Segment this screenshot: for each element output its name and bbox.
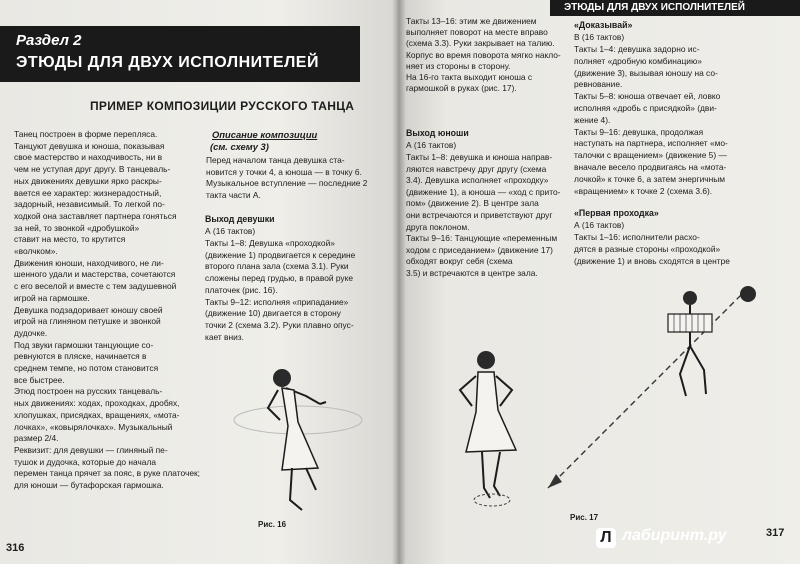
first-pass-bars: А (16 тактов) [574,220,625,230]
text-line: 3.4). Девушка исполняет «проходку» [406,175,549,186]
figure-16-caption: Рис. 16 [258,520,287,529]
text-line: талочки с вращением» (движение 5) — [574,150,727,161]
text-line: (движение 1), а юноша — «ход с прито- [406,186,561,197]
text-line: ных движениях: ходах, проходках, дробях, [14,398,180,409]
text-line: друга поклоном. [406,221,470,232]
text-line: наступать на партнера, исполняет «мо- [574,138,728,149]
text-line: Такты 5–8: юноша отвечает ей, ловко [574,91,721,102]
text-line: Такты 1–8: девушка и юноша направ- [406,152,553,162]
text-line: Такты 9–16: Танцующие «переменным [406,233,558,244]
text-line: (движение 1) и вновь сходятся в центре [574,255,730,266]
text-line: ных движениях девушки ярко раскры- [14,175,162,186]
text-line: Такты 1–16: исполнители расхо- [574,232,700,242]
figure-17-caption: Рис. 17 [570,513,599,522]
text-line: (движение 1) продвигается к середине [205,249,356,260]
dokazyvay-bars: В (16 тактов) [574,32,625,42]
text-line: Такты 13–16: этим же движением [406,16,537,26]
text-line: чем не уступая друг другу. В танцеваль- [14,164,171,175]
text-line: 3.5) и встречаются в центре зала. [406,268,538,278]
text-line: тушок и дудочка, которые до начала [14,456,156,467]
text-line: вается ее характер: жизнерадостный, [14,187,162,198]
text-line: Такты 1–8: Девушка «проходкой» [205,238,335,248]
text-line: Движения юноши, находчивого, не ли- [14,257,164,268]
text-line: обходят вокруг себя (схема [406,256,513,267]
text-line: игрой на глиняном петушке и звонкой [14,316,161,327]
text-line: новится у точки 4, а юноша — в точку 6. [206,166,362,177]
text-line: выполняет поворот на месте вправо [406,27,548,38]
text-line: хлопушках, присядках, вращениях, «мота- [14,409,180,420]
dokazyvay-heading: «Доказывай» [574,20,633,30]
text-line: все быстрее. [14,374,65,385]
text-line: ходкой она заставляет партнера гоняться [14,210,177,221]
section-header [0,26,360,82]
text-line: с его веселой и вместе с тем задушевной [14,281,177,292]
text-line: они встречаются и приветствуют друг [406,210,553,220]
boy-exit-bars: А (16 тактов) [406,140,457,150]
text-line: ляются навстречу друг другу (схема [406,163,547,174]
text-line: (схема 3.3). Руки закрывает на талию. [406,38,555,49]
text-line: точки 2 (схема 3.2). Руки плавно опус- [205,319,354,330]
section-label: Раздел 2 [16,32,82,49]
text-line: жение 4). [574,114,611,125]
composition-heading: ПРИМЕР КОМПОЗИЦИИ РУССКОГО ТАНЦА [90,99,355,113]
text-line: платочек (рис. 16). [205,284,278,295]
text-line: Корпус во время поворота мягко накло- [406,49,561,60]
text-line: перемен танца прячет за пояс, в руке платочек; [14,468,201,479]
text-line: второго плана зала (схема 3.1). Руки [205,261,349,272]
text-line: лочках», «ковырялочках». Музыкальный [14,421,173,432]
text-line: няет из стороны в сторону. [406,60,511,71]
text-line: Девушка подзадоривает юношу своей [14,304,163,315]
running-head: ЭТЮДЫ ДЛЯ ДВУХ ИСПОЛНИТЕЛЕЙ [550,0,800,16]
description-heading: Описание композиции [212,129,318,140]
text-line: шенного удали и мастерства, сочетаются [14,269,176,280]
text-line: размер 2/4. [14,433,59,444]
section-title: ЭТЮДЫ ДЛЯ ДВУХ ИСПОЛНИТЕЛЕЙ [16,54,319,71]
text-line: за ней, то звонкой «дробушкой» [14,222,140,233]
text-line: гармошкой в руках (рис. 17). [406,83,517,94]
book-spine [392,0,406,564]
text-line: полняет «дробную комбинацию» [574,55,702,66]
first-pass-heading: «Первая проходка» [574,208,659,218]
text-line: Танцуют девушка и юноша, показывая [14,140,165,151]
text-line: кает вниз. [205,331,244,342]
text-line: Перед началом танца девушка ста- [206,155,345,165]
text-line: пом» (движение 2). В центре зала [406,198,539,209]
text-line: «вращением» к точке 2 (схема 3.6). [574,185,713,196]
text-line: дудочке. [14,327,48,338]
labirint-logo-icon: Л [596,528,616,548]
text-line: Реквизит: для девушки — глиняный пе- [14,444,168,455]
text-line: Танец построен в форме перепляса. [14,129,158,139]
description-subheading: (см. схему 3) [210,141,269,152]
text-line: Такты 9–16: девушка, продолжая [574,126,704,137]
right-page [398,0,800,564]
text-line: вначале весело продвигаясь на «мота- [574,162,727,172]
text-line: для юноши — бутафорская гармошка. [14,480,164,490]
text-line: дятся в разные стороны «проходкой» [574,243,721,254]
text-line: (движение 3), вызывая юношу на со- [574,67,718,78]
text-line: ревнование. [574,79,623,90]
text-line: лочкой» к точке 6, а затем энергичным [574,173,726,184]
text-line: среднем темпе, но потом становится [14,363,159,373]
right-page-number: 317 [766,527,785,539]
text-line: Такты 1–4: девушка задорно ис- [574,44,700,54]
text-line: На 16-го такта выходит юноша с [406,72,533,82]
left-page-number: 316 [6,542,25,554]
text-line: (движение 10) двигается в сторону [205,308,341,319]
text-line: игрой на гармошке. [14,292,90,303]
text-line: Такты 9–12: исполняя «припадание» [205,296,349,307]
text-line: «волчком». [14,246,58,256]
text-line: исполняя «дробь с присядкой» (дви- [574,103,717,113]
text-line: свое мастерство и находчивость, ни в [14,152,163,163]
girl-exit-bars: А (16 тактов) [205,226,256,236]
dancer-girl-figure-16 [228,350,368,520]
left-page [0,0,398,564]
text-line: ходом с приседанием» (движение 17) [406,244,553,255]
text-line: ставит на место, то крутится [14,234,126,245]
watermark-text: лабиринт.ру [622,527,727,544]
text-line: Этюд построен на русских танцеваль- [14,386,163,397]
boy-exit-heading: Выход юноши [406,128,469,138]
girl-exit-heading: Выход девушки [205,214,275,224]
text-line: Под звуки гармошки танцующие со- [14,339,154,350]
text-line: Музыкальное вступление — последние 2 [206,178,368,189]
text-line: такта части А. [206,190,261,201]
labirint-watermark [596,526,792,550]
text-line: сложены перед грудью, в правой руке [205,273,354,284]
text-line: задорный, независимый. То легкой по- [14,199,165,210]
dancer-boy-with-accordion [660,290,730,400]
text-line: ревнуются в пляске, начинается в [14,351,147,362]
